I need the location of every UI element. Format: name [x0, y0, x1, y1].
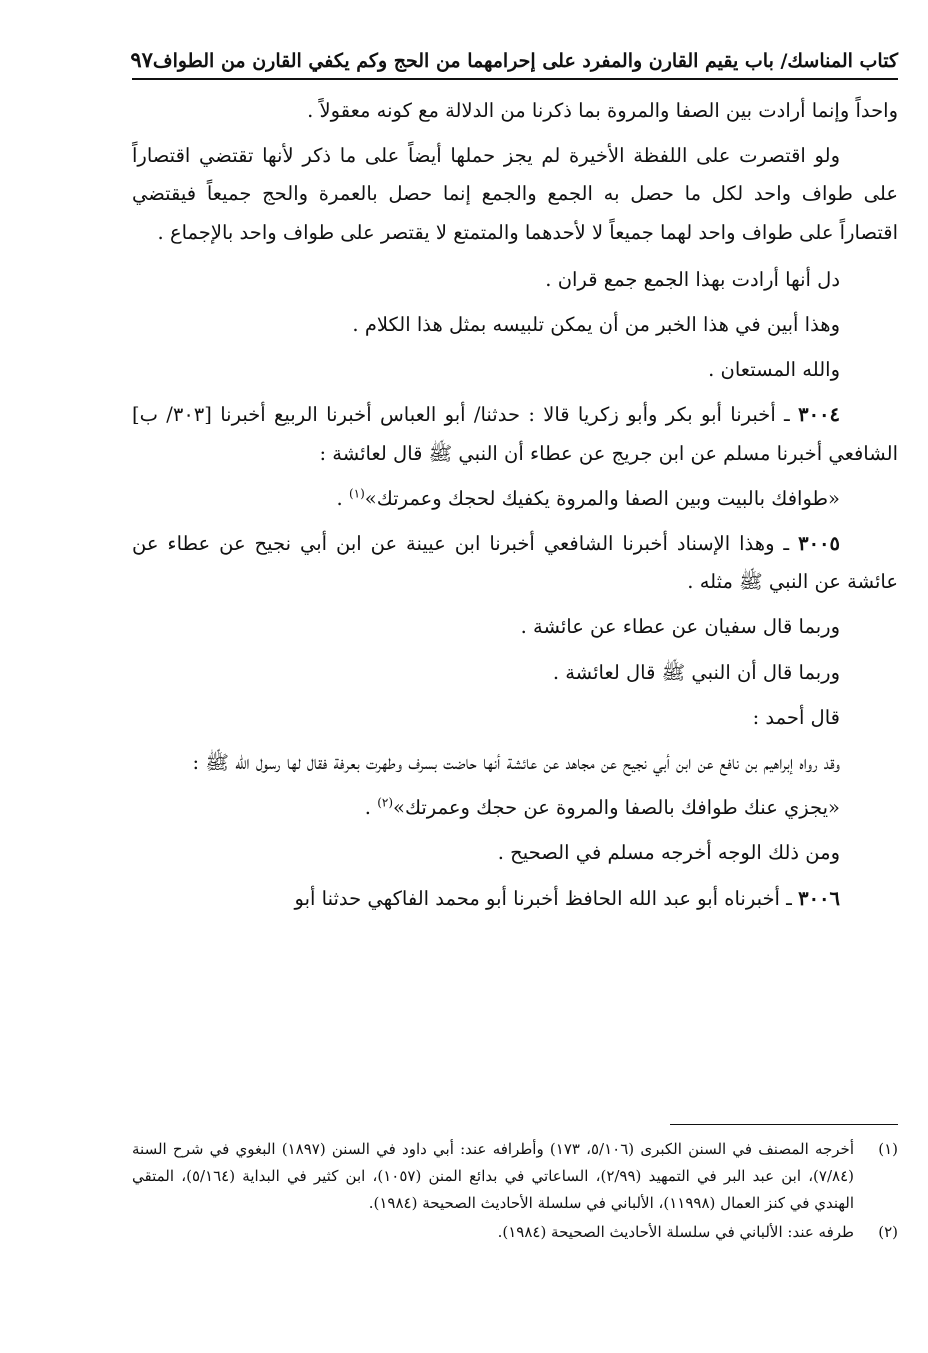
- running-head-title: كتاب المناسك/ باب يقيم القارن والمفرد على إحرامهما من الحج وكم يكفي القارن من الطواف: [152, 50, 898, 72]
- hadith-quote: [132, 789, 898, 827]
- paragraph: [132, 351, 898, 389]
- hadith-number: ٣٠٠٥: [798, 532, 841, 556]
- hadith-number: ٣٠٠٤: [798, 403, 841, 427]
- quote-end: .: [336, 486, 349, 510]
- paragraph-text: واحداً وإنما أرادت بين الصفا والمروة بما ذكرنا من الدلالة مع كونه معقولاً .: [307, 99, 898, 122]
- paragraph: [132, 137, 898, 252]
- hadith-number: ٣٠٠٦: [798, 886, 840, 910]
- paragraph-text: ومن ذلك الوجه أخرجه مسلم في الصحيح .: [497, 841, 840, 865]
- paragraph-text: ـ أخبرنا أبو بكر وأبو زكريا قالا : حدثنا/ أبو العباس أخبرنا الربيع أخبرنا [٣٠٣/ ب] الشافعي أخبرنا مسلم عن ابن جريج عن عطاء أن النبي ﷺ قال لعائشة :: [132, 403, 898, 465]
- footnote: [132, 1136, 898, 1217]
- body-text: [132, 92, 898, 918]
- paragraph-text: والله المستعان .: [708, 358, 840, 382]
- paragraph-text: وقد رواه إبراهيم بن نافع عن ابن أبي نجيح عن مجاهد عن عائشة أنها حاضت بسرف وطهرت بعرفة فقال لها رسول الله ﷺ :: [192, 751, 840, 775]
- paragraph-text: قال أحمد :: [752, 705, 840, 729]
- paragraph: [132, 744, 898, 782]
- footnote-ref: (١): [348, 486, 365, 501]
- paragraph: [132, 699, 898, 737]
- footnote-marker: (١): [878, 1140, 898, 1158]
- page: [132, 30, 898, 1340]
- quote-text: «يجزي عنك طوافك بالصفا والمروة عن حجك وعمرتك»: [393, 796, 840, 820]
- paragraph: [132, 261, 898, 299]
- paragraph: [132, 92, 898, 130]
- footnotes: [132, 1136, 898, 1248]
- paragraph: [132, 654, 898, 692]
- footnote-ref: (٢): [377, 795, 394, 810]
- footnote: [132, 1219, 898, 1246]
- hadith-paragraph: [132, 880, 898, 918]
- paragraph-text: وربما قال أن النبي ﷺ قال لعائشة .: [552, 660, 840, 684]
- paragraph-text: دل أنها أرادت بهذا الجمع جمع قران .: [545, 267, 840, 291]
- paragraph-text: وهذا أبين في هذا الخبر من أن يمكن تلبيسه بمثل هذا الكلام .: [352, 313, 840, 337]
- hadith-quote: [132, 480, 898, 518]
- paragraph: [132, 608, 898, 646]
- page-number: ٩٧: [130, 47, 153, 72]
- paragraph-text: ولو اقتصرت على اللفظة الأخيرة لم يجز حملها أيضاً على ما ذكر لأنها تقتضي اقتصاراً على طواف واحد لكل ما حصل به الجمع والجمع إنما حصل بالعمرة والحج جميعاً فيقتضي اقتصاراً على طواف واحد لهما جميعاً لا لأحدهما والمتمتع لا يقتصر على طواف واحد بالإجماع .: [132, 144, 898, 244]
- running-head: [132, 30, 898, 80]
- footnote-marker: (٢): [878, 1223, 898, 1241]
- footnote-text: أخرجه المصنف في السنن الكبرى (٥/١٠٦، ١٧٣) وأطرافه عند: أبي داود في السنن (١٨٩٧) البغوي في شرح السنة (٧/٨٤)، ابن عبد البر في التمهيد (٢/٩٩)، الساعاتي في بدائع المنن (١٠٥٧)، ابن كثير في البداية (٥/١٦٤)، المتقي الهندي في كنز العمال (١١٩٩٨)، الألباني في سلسلة الأحاديث الصحيحة (١٩٨٤).: [132, 1140, 854, 1212]
- hadith-paragraph: [132, 396, 898, 472]
- paragraph-text: ـ أخبرناه أبو عبد الله الحافظ أخبرنا أبو محمد الفاكهي حدثنا أبو: [294, 886, 792, 910]
- footnote-divider: [670, 1124, 898, 1125]
- footnote-text: طرفه عند: الألباني في سلسلة الأحاديث الصحيحة (١٩٨٤).: [497, 1223, 854, 1241]
- paragraph-text: وربما قال سفيان عن عطاء عن عائشة .: [520, 615, 840, 639]
- hadith-paragraph: [132, 525, 898, 601]
- quote-text: «طوافك بالبيت وبين الصفا والمروة يكفيك لحجك وعمرتك»: [364, 486, 840, 510]
- paragraph-text: ـ وهذا الإسناد أخبرنا الشافعي أخبرنا ابن عيينة عن ابن أبي نجيح عن عطاء عن عائشة عن النبي ﷺ مثله .: [132, 532, 898, 594]
- paragraph: [132, 834, 898, 872]
- paragraph: [132, 306, 898, 344]
- quote-end: .: [364, 796, 378, 820]
